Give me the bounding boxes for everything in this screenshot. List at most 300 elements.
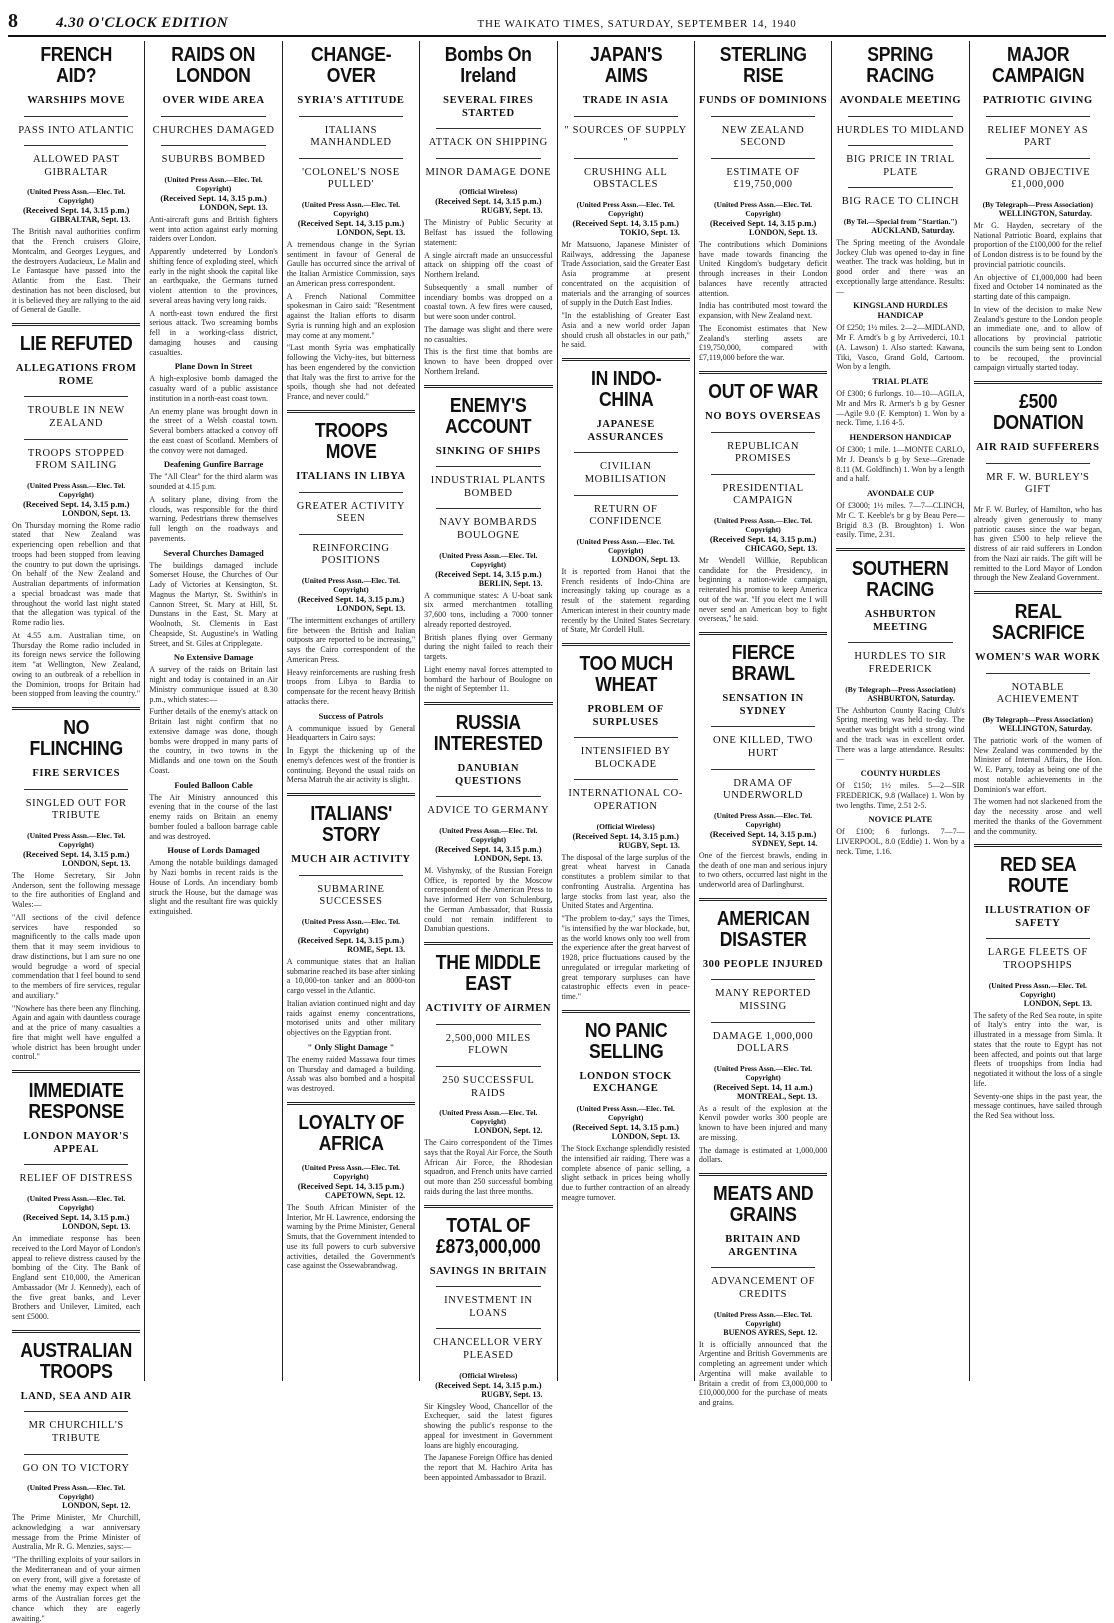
received-time: (Received Sept. 14, 3.15 p.m.) (435, 568, 542, 579)
story (699, 632, 827, 890)
subheadline: BRITAIN AND ARGENTINA (725, 1234, 801, 1258)
story-paragraph: A north-east town endured the first serious attack. Two screaming bombs fell in a working-class district, damaging houses and causing casualties. (149, 308, 278, 357)
wire-credit: (United Press Assn.—Elec. Tel. Copyright) (301, 199, 401, 218)
section-subhead: Success of Patrols (318, 710, 384, 721)
story (287, 1102, 415, 1271)
deck-rule (986, 673, 1090, 674)
story (974, 381, 1102, 583)
subheadline: ACTIVITY OF AIRMEN (425, 1003, 552, 1015)
story-divider (12, 1330, 140, 1333)
column-6 (695, 41, 832, 1408)
subheadline: SINKING OF SHIPS (435, 445, 541, 457)
story-paragraph: A communique states that an Italian submarine reached its base after sinking a 10,000-ton tanker and an 8000-ton cargo vessel in the Atlantic. (286, 956, 416, 996)
story-paragraph: Seventy-one ships in the past year, the message continues, have sailed through the Red Sea without loss. (973, 1091, 1102, 1121)
story (424, 702, 552, 934)
section-subhead: House of Lords Damaged (167, 845, 260, 856)
received-time: (Received Sept. 14, 3.15 p.m.) (709, 217, 817, 228)
story-paragraph: A single aircraft made an unsuccessful attack on shipping off the coast of Northern Ireland. (424, 250, 553, 280)
deck-rule (574, 495, 678, 496)
subheadline: MANY REPORTED MISSING (715, 988, 811, 1012)
received-time: (Received Sept. 14, 3.15 p.m.) (572, 1122, 679, 1133)
story-paragraph: Italian aviation continued night and day raids against enemy concentrations, motorised units and other military objectives on the Egyptian front. (286, 998, 416, 1038)
subheadline: INVESTMENT IN LOANS (444, 1295, 533, 1319)
deck-rule (986, 938, 1090, 939)
deck-rule (711, 1022, 815, 1023)
received-time: (Received Sept. 14, 3.15 p.m.) (435, 196, 542, 207)
headline: RAIDS ON LONDON (171, 44, 256, 87)
deck-rule (711, 474, 815, 475)
story (12, 707, 140, 1062)
story-paragraph: Of £300; 6 furlongs. 10—10—AGILA, Mr and Mrs R. Armer's b g by Gesner—Agile 9.0 (F. Kempton) 1. Won by a neck. Time, 1.16 4-5. (836, 389, 965, 428)
story-paragraph: A solitary plane, diving from the clouds, was responsible for the third warning. Pedestrians threw themselves full length on the roadways and pavements. (149, 494, 278, 543)
deck-rule (299, 492, 403, 493)
story-paragraph: In Egypt the thickening up of the enemy's defences west of the frontier is continuing. Beyond the usual raids on Mersa Matruh the air activity is slight. (286, 746, 416, 785)
story-paragraph: Sir Kingsley Wood, Chancellor of the Exchequer, said the latest figures showing the public's response to the appeal for investment in Government loans are highly encouraging. (424, 1401, 553, 1450)
story-paragraph: Mr G. Hayden, secretary of the National Patriotic Board, explains that proportion of the £100,000 for the relief of London distress is to be found by the provincial patriotic councils. (973, 220, 1102, 269)
dateline: LONDON, Sept. 13. (1023, 998, 1092, 1008)
story-paragraph: In view of the decision to make New Zealand's gesture to the London people an immediate one, and to allow of allocations by provincial patriotic councils the sum being sent to London to be recouped, the provincial campaign virtually started today. (973, 304, 1102, 373)
dateline: WELLINGTON, Saturday. (998, 208, 1092, 218)
received-time: (Received Sept. 14, 3.15 p.m.) (435, 1379, 542, 1390)
deck-rule (299, 534, 403, 535)
dateline: SYDNEY, Sept. 14. (751, 838, 818, 848)
story-divider (699, 1173, 827, 1176)
headline: LIE REFUTED (19, 333, 133, 356)
wire-credit: (United Press Assn.—Elec. Tel. Copyright) (576, 536, 675, 555)
subheadline: PRESIDENTIAL CAMPAIGN (722, 482, 804, 507)
dateline: LONDON, Sept. 13. (611, 1132, 680, 1142)
subheadline: FIRE SERVICES (32, 768, 121, 780)
story-paragraph: Mr Matsuono, Japanese Minister of Railways, addressing the Japanese Trade Association, said the Greater East Asia programme at present concentrated on the acquisition of materials and the arranging of sources of supply in the Dutch East Indies. (561, 239, 690, 308)
subheadline: AVONDALE MEETING (839, 95, 962, 106)
headline: SPRING RACING (866, 44, 935, 87)
story (974, 844, 1102, 1121)
subheadline: GO ON TO VICTORY (22, 1462, 130, 1474)
subheadline: ATTACK ON SHIPPING (428, 137, 548, 149)
deck-rule (711, 158, 815, 159)
story-paragraph: Mr F. W. Burley, of Hamilton, who has already given generously to many patriotic causes since the war began, has given £500 to help relieve the distress of air raid sufferers in London from the Nazi air raids. The gift will be remitted to the Lord Mayor of London through the New Zealand Government. (973, 505, 1102, 583)
story-paragraph: As a result of the explosion at the Kenvil powder works 300 people are known to have been injured and many are missing. (698, 1103, 828, 1142)
story (287, 793, 415, 1094)
subheadline: HURDLES TO MIDLAND (836, 124, 965, 136)
wire-credit: (By Telegraph—Press Association) (982, 714, 1093, 724)
deck-rule (161, 116, 265, 117)
received-time: (Received Sept. 14, 3.15 p.m.) (22, 1212, 130, 1222)
section-subhead: No Extensive Damage (173, 652, 254, 663)
section-subhead: Fouled Balloon Cable (174, 779, 253, 790)
received-time: (Received Sept. 14, 3.15 p.m.) (297, 593, 405, 604)
story (562, 643, 690, 1002)
headline: AMERICAN DISASTER (716, 907, 810, 951)
story (12, 323, 140, 699)
story-paragraph: "The intermittent exchanges of artillery fire between the British and Italian outposts are reported to be increasing," says the Cairo correspondent of the American Press. (286, 615, 416, 664)
deck-rule (161, 145, 265, 146)
story-paragraph: The British naval authorities confirm that the French cruisers Gloire, Montcalm, and Georges Leygues, and the destroyers Audacieux, Le Malin and Le Fantasque have passed into the Atlantic from the East. Their destination has not been disclosed, but it is believed they are rallying to the aid of General de Gaulle. (12, 227, 141, 315)
story-divider (562, 1010, 690, 1013)
deck-rule (711, 1267, 815, 1268)
section-subhead: TRIAL PLATE (872, 376, 929, 387)
story-paragraph: Subsequently a small number of incendiary bombs was dropped on a coastal town. A few fires were caused, but were soon under control. (424, 282, 553, 322)
story-paragraph: A communique states: A U-boat sank six armed merchantmen totalling 37,600 tons, including a 7000 tonner already reported destroyed. (424, 590, 553, 629)
story-paragraph: The Prime Minister, Mr Churchill, acknowledging a war anniversary message from the Prime Minister of Australia, Mr R. G. Menzies, says:— (12, 1513, 141, 1552)
wire-credit: (Official Wireless) (596, 821, 655, 831)
story-divider (287, 410, 415, 413)
deck-rule (436, 1066, 540, 1067)
wire-credit: (United Press Assn.—Elec. Tel. Copyright) (988, 980, 1087, 999)
wire-credit: (United Press Assn.—Elec. Tel. Copyright) (27, 480, 126, 499)
story-paragraph: "In the establishing of Greater East Asia and a new world order Japan should crush all obstacles in our path," he said. (561, 311, 690, 350)
subheadline: LAND, SEA AND AIR (20, 1390, 132, 1402)
story-paragraph: The disposal of the large surplus of the great wheat harvest in Canada constitutes a problem similar to that confronting Australia. Argentina has large stocks from last year, also the United States and Argentina. (561, 852, 690, 911)
subheadline: SUBURBS BOMBED (161, 154, 266, 166)
subheadline: INTENSIFIED BY BLOCKADE (580, 746, 671, 770)
subheadline: ALLOWED PAST GIBRALTAR (32, 154, 120, 178)
subheadline: INTERNATIONAL CO-OPERATION (568, 788, 683, 812)
subheadline: 300 PEOPLE INJURED (702, 958, 824, 970)
wire-credit: (United Press Assn.—Elec. Tel. Copyright) (301, 1162, 401, 1181)
story-paragraph: The safety of the Red Sea route, in spite of Italy's entry into the war, is illustrated in a message from Simla. It states that the route to Egypt has not been affected, and points out that large fleets of troopships from India had negotiated it without the loss of a single life. (973, 1010, 1102, 1088)
story-paragraph: An immediate response has been received to the Lord Mayor of London's appeal to relieve distress caused by the bombing of the City. The Bank of England sent £10,000, the American Ambassador (Mr J. Kennedy), each of the five great banks, and Lever Brothers and Unilever, Limited, each sent £5000. (12, 1234, 141, 1321)
subheadline: JAPANESE ASSURANCES (587, 419, 664, 443)
subheadline: BIG RACE TO CLINCH (841, 196, 960, 208)
subheadline: REPUBLICAN PROMISES (727, 440, 800, 465)
deck-rule (711, 769, 815, 770)
wire-credit: (United Press Assn.—Elec. Tel. Copyright) (27, 830, 126, 849)
column-5 (558, 41, 695, 1381)
story (974, 45, 1102, 373)
headline: STERLING RISE (719, 44, 807, 87)
subheadline: OVER WIDE AREA (162, 95, 265, 106)
dateline: LONDON, Sept. 12. (474, 1126, 543, 1136)
subheadline: LONDON STOCK EXCHANGE (579, 1070, 672, 1095)
story-paragraph: An objective of £1,000,000 had been fixed and October 14 nominated as the starting date of this campaign. (973, 272, 1102, 302)
subheadline: 250 SUCCESSFUL RAIDS (442, 1074, 535, 1099)
subheadline: SAVINGS IN BRITAIN (429, 1265, 547, 1277)
deck-rule (436, 466, 540, 467)
story-divider (12, 1070, 140, 1073)
subheadline: ALLEGATIONS FROM ROME (15, 363, 137, 387)
deck-rule (24, 145, 128, 146)
story (149, 45, 277, 917)
section-subhead: COUNTY HURDLES (860, 768, 941, 779)
deck-rule (24, 1454, 128, 1455)
headline: RUSSIA INTERESTED (433, 712, 543, 756)
dateline: BUENOS AYRES, Sept. 12. (723, 1327, 818, 1337)
story (836, 45, 964, 540)
wire-credit: (United Press Assn.—Elec. Tel. Copyright) (713, 199, 813, 218)
story (287, 410, 415, 785)
deck-rule (711, 979, 815, 980)
dateline: CAPETOWN, Sept. 12. (325, 1190, 406, 1200)
story-paragraph: The buildings damaged include Somerset House, the Churches of Our Lady of Victories at Kensington, St. Magnus the Martyr, St. Swithin's in Cannon Street, St. Mary at Hill, St. Dunstans in the East, St. Mary at Woolnoth, St. Clements in East Cheapside, St. Augustine's in Watling Street, and St. Giles at Cripplegate. (149, 560, 278, 648)
headline: MAJOR CAMPAIGN (991, 44, 1085, 87)
headline: TOTAL OF £873,000,000 (436, 1214, 541, 1258)
dateline: LONDON, Sept. 13. (199, 202, 268, 212)
subheadline: DANUBIAN QUESTIONS (454, 763, 522, 787)
wire-credit: (United Press Assn.—Elec. Tel. Copyright) (713, 515, 813, 534)
story (699, 371, 827, 624)
story-paragraph: Of £150; 1½ miles. 5—2—SIR FREDERICK, 9.8 (Wallace) 1. Won by two lengths. Time, 2.51 2-5. (836, 781, 965, 810)
story-divider (424, 702, 552, 705)
received-time: (Received Sept. 14, 3.15 p.m.) (435, 843, 542, 854)
section-subhead: HENDERSON HANDICAP (849, 432, 952, 443)
story-paragraph: The women had not slackened from the day the necessity arose and well merited the thanks of the Government and the community. (973, 797, 1102, 836)
subheadline: CIVILIAN MOBILISATION (584, 461, 667, 485)
masthead (8, 10, 1106, 37)
column-3 (283, 41, 420, 1381)
section-subhead: " Only Slight Damage " (307, 1041, 395, 1052)
story-paragraph: India has contributed most toward the expansion, with New Zealand next. (698, 301, 828, 321)
received-time: (Received Sept. 14, 3.15 p.m.) (572, 217, 679, 228)
headline: OUT OF WAR (708, 380, 818, 403)
dateline: ROME, Sept. 13. (347, 944, 406, 954)
story-paragraph: Further details of the enemy's attack on Britain last night confirm that no extensive damage was done, though bombs were dropped in many parts of the country, in two towns in the Midlands and one town on the South Coast. (149, 707, 278, 775)
story-paragraph: Of £300; 1 mile. 1—MONTE CARLO, Mr J. Deans's b g by Sexe—Grenade 8.11 (M. Goldfinch) 1. Won by a length and a half. (836, 445, 965, 484)
headline: CHANGE-OVER (310, 44, 392, 87)
dateline: LONDON, Sept. 13. (611, 554, 680, 564)
story-paragraph: Among the notable buildings damaged by Nazi bombs in recent raids is the House of Lords. An incendiary bomb struck the House, but the damage was slight and the resultant fire was quickly extinguished. (149, 858, 278, 917)
story-divider (287, 793, 415, 796)
dateline: RUGBY, Sept. 13. (481, 1389, 543, 1399)
subheadline: MR F. W. BURLEY'S GIFT (986, 471, 1090, 496)
subheadline: MUCH AIR ACTIVITY (291, 854, 411, 866)
story-paragraph: The Ministry of Public Security at Belfast has issued the following statement: (424, 218, 553, 247)
wire-credit: (United Press Assn.—Elec. Tel. Copyright) (27, 1483, 126, 1502)
story (12, 45, 140, 315)
subheadline: RELIEF MONEY AS PART (987, 124, 1089, 149)
wire-credit: (United Press Assn.—Elec. Tel. Copyright) (301, 575, 401, 594)
story-paragraph: One of the fiercest brawls, ending in the death of one man and serious injury to two others, occurred last night in the underworld area of Darlinghurst. (698, 850, 828, 889)
subheadline: DAMAGE 1,000,000 DOLLARS (712, 1030, 814, 1055)
received-time: (Received Sept. 14, 3.15 p.m.) (297, 1180, 405, 1191)
story-divider (699, 632, 827, 635)
deck-rule (24, 396, 128, 397)
column-1 (8, 41, 145, 1623)
headline: ITALIANS' STORY (310, 803, 392, 847)
headline: REAL SACRIFICE (991, 601, 1085, 644)
column-7 (832, 41, 969, 1381)
story-divider (974, 591, 1102, 594)
story-paragraph: The contributions which Dominions have made towards financing the United Kingdom's budgetary deficit through increases in their London balances have recently attracted attention. (698, 239, 828, 298)
headline: Bombs On Ireland (444, 44, 532, 87)
story-paragraph: The damage was slight and there were no casualties. (424, 324, 553, 344)
story-paragraph: A communique issued by General Headquarters in Cairo says: (286, 723, 416, 743)
story-divider (974, 844, 1102, 847)
columns (8, 41, 1106, 1623)
subheadline: RELIEF OF DISTRESS (19, 1173, 133, 1185)
story-paragraph: The enemy raided Massawa four times on Thursday and damaged a building. Assab was also bombed and a hospital was destroyed. (286, 1054, 416, 1094)
received-time: (Received Sept. 14, 3.15 p.m.) (709, 533, 817, 544)
subheadline: SYRIA'S ATTITUDE (297, 95, 405, 106)
story-paragraph: This is the first time that bombs are known to have been dropped over Northern Ireland. (424, 347, 553, 376)
dateline: CHICAGO, Sept. 13. (745, 543, 818, 553)
headline: ENEMY'S ACCOUNT (445, 394, 532, 438)
dateline: RUGBY, Sept. 13. (618, 840, 680, 850)
wire-credit: (By Telegraph—Press Association) (982, 199, 1093, 209)
section-subhead: Deafening Gunfire Barrage (163, 459, 264, 470)
wire-credit: (United Press Assn.—Elec. Tel. Copyright) (439, 825, 538, 844)
subheadline: INDUSTRIAL PLANTS BOMBED (430, 475, 546, 499)
dateline: LONDON, Sept. 13. (62, 1222, 131, 1231)
section-subhead: Several Churches Damaged (163, 547, 264, 558)
dateline: BERLIN, Sept. 13. (478, 578, 543, 588)
story-paragraph: Of £100; 6 furlongs. 7—7—LIVERPOOL, 8.0 (Eddie) 1. Won by a neck. Time, 1.16. (836, 827, 965, 856)
subheadline: DRAMA OF UNDERWORLD (723, 777, 804, 802)
story-paragraph: The Spring meeting of the Avondale Jockey Club was opened to-day in fine weather. The track was holding, but in good order and there was an exceptionally large attendance. Results:— (836, 237, 965, 296)
headline: TROOPS MOVE (314, 419, 388, 463)
story (699, 898, 827, 1165)
deck-rule (848, 145, 952, 146)
deck-rule (574, 158, 678, 159)
subheadline: NEW ZEALAND SECOND (721, 124, 805, 149)
story-paragraph: "All sections of the civil defence services have responded so magnificently to the calls made upon them that it may seem invidious to draw distinctions, but I am sure no one would begrudge a word of special commendation that I feel bound to send to the members of fire services, regular and auxiliary." (12, 912, 141, 1000)
story-paragraph: Of £250; 1½ miles. 2—2—MIDLAND, Mr F. Arndt's b g by Arrivederci, 10.1 (A. Lawson) 1. Also started: Kawana, Tiki, Vasco, Grand Gold, Cartoom. Won by a length. (836, 323, 965, 372)
story-paragraph: The Stock Exchange splendidly resisted the intensified air raiding. There was a complete absence of panic selling, a slight setback in prices being wholly due to further contraction of an already meagre turnover. (561, 1144, 690, 1202)
story (424, 1205, 552, 1483)
dateline: WELLINGTON, Saturday. (998, 723, 1092, 733)
subheadline: PATRIOTIC GIVING (982, 95, 1093, 106)
subheadline: CRUSHING ALL OBSTACLES (584, 166, 668, 191)
headline: NO FLINCHING (29, 717, 123, 761)
story-divider (562, 643, 690, 646)
wire-credit: (Official Wireless) (459, 1370, 518, 1380)
story (12, 1070, 140, 1322)
deck-rule (436, 508, 540, 509)
headline: IMMEDIATE RESPONSE (28, 1080, 125, 1124)
story-divider (974, 381, 1102, 384)
section-subhead: KINGSLAND HURDLES HANDICAP (853, 300, 948, 321)
dateline: LONDON, Sept. 13. (336, 227, 406, 237)
subheadline: GRAND OBJECTIVE £1,000,000 (985, 166, 1091, 191)
subheadline: GREATER ACTIVITY SEEN (296, 500, 406, 525)
dateline: LONDON, Sept. 13. (62, 508, 131, 518)
deck-rule (24, 789, 128, 790)
deck-rule (574, 779, 678, 780)
story-paragraph: A high-explosive bomb damaged the casualty ward of a public assistance institution in a north-east coast town. (149, 374, 278, 403)
story-paragraph: Anti-aircraft guns and British fighters went into action against early morning raiders over London. (149, 214, 278, 244)
deck-rule (436, 158, 540, 159)
deck-rule (574, 452, 678, 453)
story-paragraph: On Thursday morning the Rome radio stated that New Zealand was experiencing open rebellion and that troops had been stopped from leaving the country to put down the uprisings. On behalf of the New Zealand and Australian departments of information a special broadcast was made that throughout the world last night stated that the allegation was typical of the Rome radio lies. (12, 520, 141, 628)
paper-title-date: THE WAIKATO TIMES, SATURDAY, SEPTEMBER 14, 1940 (477, 18, 797, 30)
story-paragraph: A tremendous change in the Syrian sentiment in favour of General de Gaulle has occurred since the arrival of the Italian Armistice Commission, says an American press correspondent. (286, 239, 416, 288)
subheadline: SINGLED OUT FOR TRIBUTE (25, 797, 127, 822)
deck-rule (711, 726, 815, 727)
subheadline: AIR RAID SUFFERERS (976, 442, 1100, 454)
wire-credit: (United Press Assn.—Elec. Tel. Copyright) (439, 1108, 538, 1127)
subheadline: LARGE FLEETS OF TROOPSHIPS (987, 947, 1088, 972)
wire-credit: (United Press Assn.—Elec. Tel. Copyright) (27, 187, 126, 206)
wire-credit: (By Tel.—Special from "Startian.") (843, 216, 958, 226)
story (424, 385, 552, 694)
subheadline: SENSATION IN SYDNEY (722, 693, 804, 717)
wire-credit: (United Press Assn.—Elec. Tel. Copyright) (576, 199, 675, 218)
story-paragraph: "Nowhere has there been any flinching. Again and again with dauntless courage and at the price of many casualties a fire that might well have engulfed a whole district has been brought under control." (12, 1003, 141, 1062)
dateline: ASHBURTON, Saturday. (867, 693, 955, 703)
story-divider (424, 1205, 552, 1208)
subheadline: ADVICE TO GERMANY (427, 805, 550, 817)
deck-rule (24, 116, 128, 117)
headline: FIERCE BRAWL (731, 642, 795, 686)
wire-credit: (By Telegraph—Press Association) (845, 684, 956, 694)
story-paragraph: British planes flying over Germany during the night failed to reach their targets. (424, 632, 553, 662)
received-time: (Received Sept. 14, 3.15 p.m.) (22, 848, 130, 859)
deck-rule (436, 796, 540, 797)
story (12, 1330, 140, 1623)
deck-rule (848, 642, 952, 643)
subheadline: NAVY BOMBARDS BOULOGNE (439, 517, 538, 541)
column-8 (970, 41, 1106, 1381)
deck-rule (436, 1024, 540, 1025)
subheadline: TROUBLE IN NEW ZEALAND (27, 405, 125, 429)
headline: AUSTRALIAN TROOPS (20, 1339, 133, 1383)
section-subhead: Plane Down In Street (174, 361, 253, 372)
subheadline: ASHBURTON MEETING (864, 609, 937, 633)
story (699, 45, 827, 363)
story-paragraph: The South African Minister of the Interior, Mr H. Lawrence, endorsing the warning by the Prime Minister, General Smuts, that the Government intended to use its full powers to curb subversive activities, detailed the Government's case against the Ossewabrandwag. (286, 1202, 416, 1271)
subheadline: NO BOYS OVERSEAS (705, 410, 821, 422)
story (699, 1173, 827, 1408)
deck-rule (986, 158, 1090, 159)
story-divider (287, 1102, 415, 1105)
deck-rule (299, 875, 403, 876)
deck-rule (24, 439, 128, 440)
subheadline: NOTABLE ACHIEVEMENT (996, 681, 1080, 706)
story-divider (424, 385, 552, 388)
subheadline: ILLUSTRATION OF SAFETY (984, 905, 1091, 929)
subheadline: FUNDS OF DOMINIONS (698, 95, 828, 106)
subheadline: ITALIANS IN LIBYA (296, 470, 406, 482)
story-divider (12, 323, 140, 326)
subheadline: PROBLEM OF SURPLUSES (587, 704, 664, 728)
subheadline: SEVERAL FIRES STARTED (443, 95, 534, 119)
story-paragraph: Apparently undeterred by London's shifting fence of exploding steel, which early in the night shook the capital like an earthquake, the Germans turned violent attention to the provinces, several areas having very long raids. (149, 247, 278, 305)
headline: JAPAN'S AIMS (589, 44, 662, 87)
wire-credit: (United Press Assn.—Elec. Tel. Copyright) (576, 1104, 675, 1123)
headline: LOYALTY OF AFRICA (298, 1111, 404, 1155)
story-paragraph: The Home Secretary, Sir John Anderson, sent the following message to the fire authorities of England and Wales:— (12, 870, 141, 910)
received-time: (Received Sept. 14, 3.15 p.m.) (572, 830, 679, 841)
deck-rule (986, 463, 1090, 464)
wire-credit: (United Press Assn.—Elec. Tel. Copyright) (713, 810, 813, 829)
dateline: MONTREAL, Sept. 13. (737, 1091, 818, 1101)
dateline: RUGBY, Sept. 13. (481, 206, 543, 216)
deck-rule (986, 116, 1090, 117)
story-paragraph: "The thrilling exploits of your sailors in the Mediterranean and of your airmen on every front, will give a foretaste of what the enemy may expect when all arms of the Australian forces get the chance which they are eagerly awaiting." (12, 1555, 141, 1623)
subheadline: ONE KILLED, TWO HURT (713, 735, 814, 759)
story-divider (424, 942, 552, 945)
deck-rule (436, 1328, 540, 1329)
section-subhead: AVONDALE CUP (866, 488, 934, 499)
received-time: (Received Sept. 14, 3.15 p.m.) (297, 217, 405, 228)
deck-rule (436, 1286, 540, 1287)
story-divider (12, 707, 140, 710)
subheadline: ESTIMATE OF £19,750,000 (726, 166, 800, 191)
story-paragraph: The Economist estimates that New Zealand's sterling assets are £19,750,000, compared with £7,119,000 before the war. (698, 323, 828, 363)
headline: SOUTHERN RACING (852, 558, 949, 602)
subheadline: BIG PRICE IN TRIAL PLATE (846, 154, 955, 178)
received-time: (Received Sept. 14, 3.15 p.m.) (22, 205, 130, 216)
story-paragraph: It is reported from Hanoi that the French residents of Indo-China are increasingly taking up courage as a result of the statement regarding American interest in their country made recently by the United States Secretary of State, Mr Cordell Hull. (561, 566, 690, 635)
dateline: LONDON, Sept. 13. (336, 603, 406, 613)
story-paragraph: M. Vishynsky, of the Russian Foreign Office, is reported by the Moscow correspondent of the American Press to have informed Herr von Schulenburg, the German Ambassador, that Russia could not remain indifferent to Danubian questions. (424, 865, 553, 934)
story-paragraph: The "All Clear" for the third alarm was sounded at 4.15 p.m. (149, 472, 278, 492)
headline: £500 DONATION (992, 391, 1084, 435)
story-paragraph: The Air Ministry announced this evening that in the course of the last enemy raids on Britain an enemy bomber fouled a balloon barrage cable and was destroyed. (149, 792, 278, 841)
story (562, 358, 690, 635)
subheadline: WOMEN'S WAR WORK (975, 652, 1101, 663)
subheadline: 2,500,000 MILES FLOWN (445, 1032, 531, 1057)
